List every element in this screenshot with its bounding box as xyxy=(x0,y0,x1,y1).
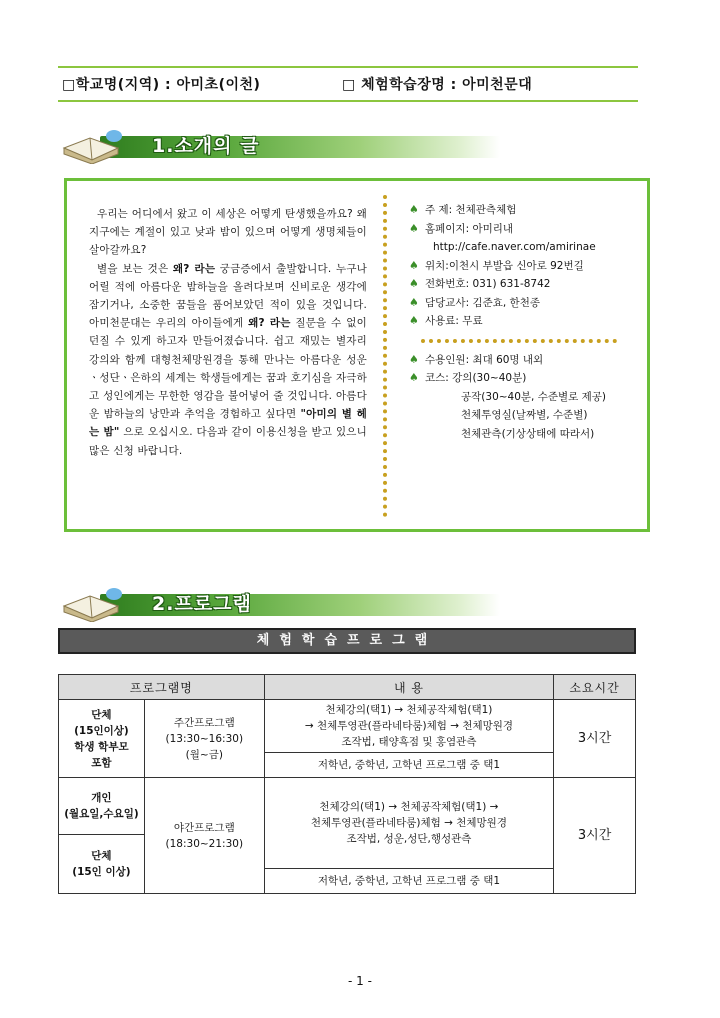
program-cell: 주간프로그램 (13:30~16:30) (월~금) xyxy=(144,700,264,778)
header-duration: 소요시간 xyxy=(554,675,636,700)
dotted-divider-horizontal xyxy=(421,339,617,343)
header-content: 내 용 xyxy=(264,675,553,700)
content-cell: 천체강의(택1) → 천체공작체험(택1) → 천체투영관(플라네타룸)체험 → 천체망원경 조작법, 태양흑점 및 홍염관측 xyxy=(264,700,553,753)
duration-cell: 3시간 xyxy=(554,700,636,778)
intro-paragraph-2: 별을 보는 것은 왜? 라는 궁금증에서 출발합니다. 누구나 어릴 적에 아름다운 밤하늘을 올려다보며 신비로운 생각에 잠기거나, 소중한 꿈들을 품어보았던 적이 있을 것입니다. 아미천문대는 우리의 아이들에게 왜? 라는 질문을 수 없이 던질 수 있게 하고자 만들어졌습니다. 쉽고 재밌는 별자리 강의와 함께 대형천체망원경을 통해 만나는 아름다운 성운ㆍ성단ㆍ은하의 세계는 학생들에게는 꿈과 호기심을 자극하고 성인에게는 무한한 영감을 불어넣어 줄 것입니다. 아름다운 밤하늘의 낭만과 추억을 경험하고 싶다면 "아미의 별 헤는 밤" 으로 오십시오. 다음과 같이 이용신청을 받고 있으니 많은 신청 바랍니다. xyxy=(89,262,368,457)
spade-icon: ♠ xyxy=(409,203,419,216)
info-fee: ♠ 사용료: 무료 xyxy=(409,312,639,331)
info-teacher: ♠ 담당교사: 김준효, 한천종 xyxy=(409,294,639,313)
book-icon xyxy=(60,580,122,622)
grade-cell: 저학년, 중학년, 고학년 프로그램 중 택1 xyxy=(264,869,553,894)
info-location: ♠ 위치:이천시 부발읍 신아로 92번길 xyxy=(409,257,639,276)
spade-icon: ♠ xyxy=(409,314,419,327)
info-url: http://cafe.naver.com/amirinae xyxy=(433,241,596,253)
info-theme: ♠ 주 제: 천체관측체험 xyxy=(409,201,639,220)
info-list xyxy=(409,201,639,443)
info-course-planetarium: 천체투영실(날짜별, 수준별) xyxy=(461,409,588,421)
table-header-row xyxy=(59,675,636,700)
header-program-name: 프로그램명 xyxy=(59,675,265,700)
spade-icon: ♠ xyxy=(409,258,419,272)
spade-icon: ♠ xyxy=(409,295,419,309)
table-row xyxy=(59,700,636,753)
header-bottom-rule xyxy=(58,100,638,102)
info-capacity: ♠ 수용인원: 최대 60명 내외 xyxy=(409,351,639,370)
info-course-observation: 천체관측(기상상태에 따라서) xyxy=(461,427,595,440)
info-homepage: ♠ 홈페이지: 아미리내 xyxy=(409,220,639,239)
section-title-program: 2.프로그램 xyxy=(152,593,252,615)
dotted-divider-vertical xyxy=(383,195,387,517)
intro-box xyxy=(64,178,650,532)
school-name: □학교명(지역) : 아미초(이천) xyxy=(62,77,261,93)
group-cell-group: 단체 (15인 이상) xyxy=(59,835,145,894)
grade-cell: 저학년, 중학년, 고학년 프로그램 중 택1 xyxy=(264,753,553,778)
intro-paragraph-1: 우리는 어디에서 왔고 이 세상은 어떻게 탄생했을까요? 왜 지구에는 계절이 있고 낮과 밤이 있으며 어떻게 생명체들이 살아갈까요? xyxy=(89,208,367,257)
header-top-rule xyxy=(58,66,638,68)
spade-icon: ♠ xyxy=(409,371,419,384)
section-banner-program xyxy=(60,576,500,626)
program-table xyxy=(58,674,636,894)
document-header xyxy=(62,74,642,96)
section-banner-intro xyxy=(60,118,500,168)
group-cell: 단체 (15인이상) 학생 학부모 포함 xyxy=(59,700,145,778)
spade-icon: ♠ xyxy=(409,352,419,366)
program-title-bar: 체험학습프로그램 xyxy=(58,628,636,654)
spade-icon: ♠ xyxy=(409,221,419,235)
content-cell: 천체강의(택1) → 천체공작체험(택1) → 천체투영관(플라네타룸)체험 → 천체망원경 조작법, 성운,성단,행성관측 xyxy=(264,778,553,869)
info-course: ♠ 코스: 강의(30~40분) xyxy=(409,369,639,388)
spade-icon: ♠ xyxy=(409,277,419,290)
book-icon xyxy=(60,122,122,164)
venue-name: □ 체험학습장명 : 아미천문대 xyxy=(342,77,533,93)
page-number: - 1 - xyxy=(348,974,372,988)
section-title-intro: 1.소개의 글 xyxy=(152,135,260,157)
info-course-craft: 공작(30~40분, 수준별로 제공) xyxy=(461,390,607,403)
program-cell: 야간프로그램 (18:30~21:30) xyxy=(144,778,264,894)
table-row xyxy=(59,778,636,835)
group-cell-individual: 개인 (월요일,수요일) xyxy=(59,778,145,835)
intro-text xyxy=(89,205,367,460)
duration-cell: 3시간 xyxy=(554,778,636,894)
info-phone: ♠ 전화번호: 031) 631-8742 xyxy=(409,275,639,294)
